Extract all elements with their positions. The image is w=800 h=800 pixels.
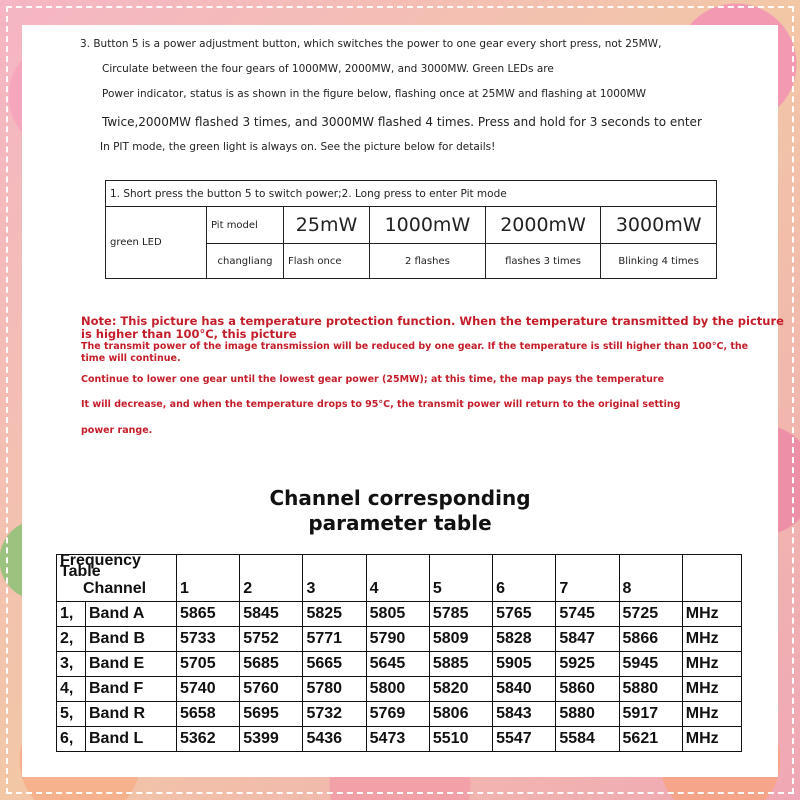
document-page [22, 25, 784, 777]
freq-cell: 5745 [556, 602, 619, 627]
note-line-7: power range. [81, 425, 153, 436]
freq-cell: 5845 [240, 602, 303, 627]
freq-cell: 5695 [240, 702, 303, 727]
unit-cell: MHz [682, 677, 741, 702]
pattern-1000mw: 2 flashes [370, 244, 486, 279]
frequency-table-title: Frequency Table [57, 555, 177, 578]
freq-cell: 5800 [366, 677, 429, 702]
freq-cell: 5436 [303, 727, 366, 752]
freq-cell: 5780 [303, 677, 366, 702]
band-number: 5, [57, 702, 86, 727]
freq-cell: 5917 [619, 702, 682, 727]
freq-cell: 5880 [556, 702, 619, 727]
freq-cell: 5785 [429, 602, 492, 627]
freq-cell: 5847 [556, 627, 619, 652]
instruction-line-5: In PIT mode, the green light is always on. See the picture below for details! [100, 141, 496, 153]
freq-cell: 5925 [556, 652, 619, 677]
band-number: 1, [57, 602, 86, 627]
freq-cell: 5645 [366, 652, 429, 677]
unit-cell: MHz [682, 602, 741, 627]
instruction-line-4: Twice,2000MW flashed 3 times, and 3000MW flashed 4 times. Press and hold for 3 seconds to enter [102, 115, 702, 129]
band-number: 4, [57, 677, 86, 702]
pit-model-label: Pit model [207, 207, 284, 244]
freq-cell: 5840 [493, 677, 556, 702]
frequency-table [56, 554, 742, 752]
freq-cell: 5771 [303, 627, 366, 652]
freq-cell: 5399 [240, 727, 303, 752]
note-line-2: is higher than 100°C, this picture [81, 327, 297, 341]
freq-cell: 5752 [240, 627, 303, 652]
band-name: Band B [86, 627, 177, 652]
freq-cell: 5865 [177, 602, 240, 627]
pattern-3000mw: Blinking 4 times [601, 244, 717, 279]
note-line-6: It will decrease, and when the temperature drops to 95°C, the transmit power will return to the original setting [81, 399, 681, 410]
band-number: 2, [57, 627, 86, 652]
pit-model-value: changliang [207, 244, 284, 279]
freq-cell: 5860 [556, 677, 619, 702]
band-number: 6, [57, 727, 86, 752]
freq-cell: 5790 [366, 627, 429, 652]
freq-cell: 5732 [303, 702, 366, 727]
pattern-25mw: Flash once [284, 244, 370, 279]
table-row [57, 727, 742, 752]
freq-cell: 5809 [429, 627, 492, 652]
freq-cell: 5621 [619, 727, 682, 752]
freq-cell: 5866 [619, 627, 682, 652]
unit-cell: MHz [682, 627, 741, 652]
power-25mw: 25mW [284, 207, 370, 244]
table-row [57, 652, 742, 677]
unit-cell: MHz [682, 652, 741, 677]
title-line-2: parameter table [308, 511, 492, 535]
freq-cell: 5945 [619, 652, 682, 677]
channel-5-header: 5 [429, 577, 492, 602]
led-table-header: 1. Short press the button 5 to switch power;2. Long press to enter Pit mode [106, 181, 717, 207]
band-name: Band R [86, 702, 177, 727]
channel-table-title [22, 486, 778, 536]
table-row [57, 602, 742, 627]
channel-7-header: 7 [556, 577, 619, 602]
channel-4-header: 4 [366, 577, 429, 602]
freq-cell: 5473 [366, 727, 429, 752]
freq-cell: 5905 [493, 652, 556, 677]
freq-cell: 5843 [493, 702, 556, 727]
freq-cell: 5705 [177, 652, 240, 677]
table-row [57, 702, 742, 727]
freq-cell: 5760 [240, 677, 303, 702]
freq-cell: 5362 [177, 727, 240, 752]
band-name: Band L [86, 727, 177, 752]
freq-cell: 5769 [366, 702, 429, 727]
freq-cell: 5805 [366, 602, 429, 627]
power-3000mw: 3000mW [601, 207, 717, 244]
note-line-5: Continue to lower one gear until the lowest gear power (25MW); at this time, the map pays the temperature [81, 374, 665, 385]
channel-3-header: 3 [303, 577, 366, 602]
channel-2-header: 2 [240, 577, 303, 602]
led-status-table [105, 180, 717, 279]
green-led-label: green LED [106, 207, 207, 279]
unit-cell: MHz [682, 702, 741, 727]
channel-8-header: 8 [619, 577, 682, 602]
instruction-line-1: 3. Button 5 is a power adjustment button, which switches the power to one gear every short press, not 25MW, [80, 38, 662, 50]
freq-cell: 5685 [240, 652, 303, 677]
freq-cell: 5584 [556, 727, 619, 752]
instruction-line-3: Power indicator, status is as shown in the figure below, flashing once at 25MW and flashing at 1000MW [102, 88, 647, 100]
note-line-4: time will continue. [81, 353, 181, 364]
freq-cell: 5665 [303, 652, 366, 677]
channel-1-header: 1 [177, 577, 240, 602]
freq-cell: 5547 [493, 727, 556, 752]
band-name: Band F [86, 677, 177, 702]
freq-cell: 5828 [493, 627, 556, 652]
pattern-2000mw: flashes 3 times [485, 244, 601, 279]
title-line-1: Channel corresponding [269, 486, 531, 510]
freq-cell: 5725 [619, 602, 682, 627]
instruction-line-2: Circulate between the four gears of 1000MW, 2000MW, and 3000MW. Green LEDs are [102, 63, 554, 75]
table-row [57, 677, 742, 702]
freq-cell: 5880 [619, 677, 682, 702]
freq-cell: 5825 [303, 602, 366, 627]
freq-cell: 5733 [177, 627, 240, 652]
freq-cell: 5658 [177, 702, 240, 727]
freq-cell: 5885 [429, 652, 492, 677]
band-name: Band E [86, 652, 177, 677]
channel-label: Channel [57, 577, 177, 602]
band-name: Band A [86, 602, 177, 627]
channel-6-header: 6 [493, 577, 556, 602]
power-2000mw: 2000mW [485, 207, 601, 244]
power-1000mw: 1000mW [370, 207, 486, 244]
band-number: 3, [57, 652, 86, 677]
freq-cell: 5740 [177, 677, 240, 702]
freq-cell: 5765 [493, 602, 556, 627]
freq-cell: 5806 [429, 702, 492, 727]
table-row [57, 627, 742, 652]
freq-cell: 5510 [429, 727, 492, 752]
note-line-1: Note: This picture has a temperature protection function. When the temperature transmitted by the picture [81, 314, 784, 328]
note-line-3: The transmit power of the image transmission will be reduced by one gear. If the temperature is still higher than 100°C, the [81, 341, 749, 352]
unit-cell: MHz [682, 727, 741, 752]
freq-cell: 5820 [429, 677, 492, 702]
